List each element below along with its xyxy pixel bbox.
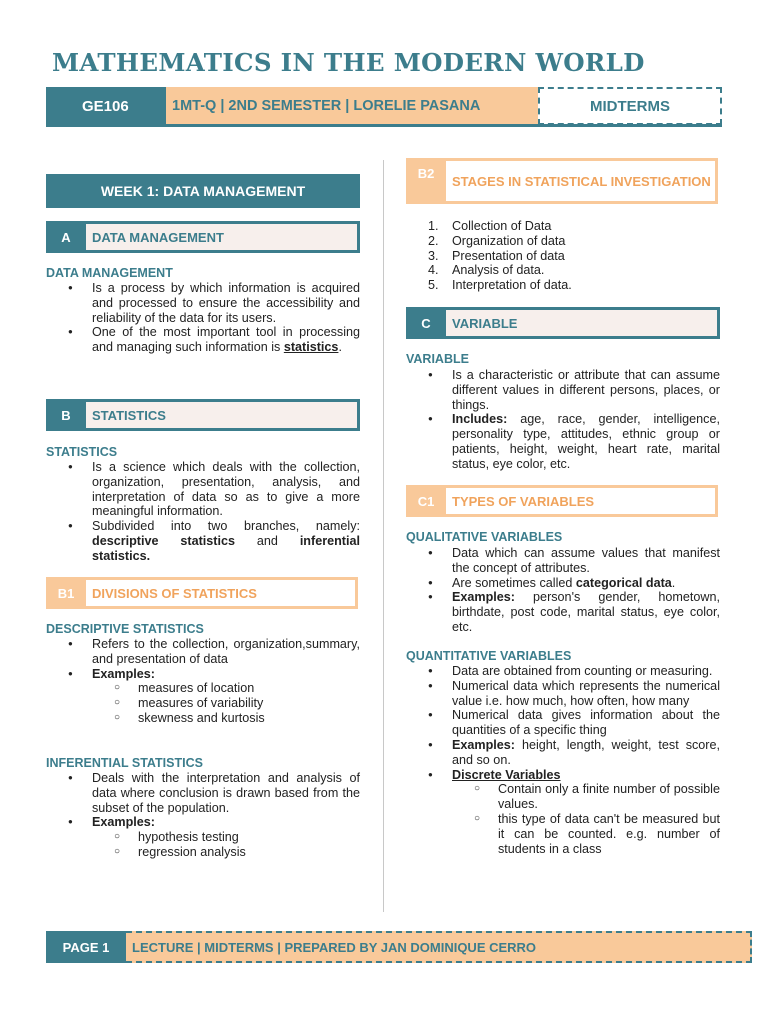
page-number: PAGE 1 bbox=[46, 931, 126, 963]
list-item: ● Refers to the collection, organization,summary, and presentation of data bbox=[46, 637, 360, 667]
section-tag: C bbox=[406, 307, 446, 339]
list-item: 1. Collection of Data bbox=[428, 219, 552, 233]
list-item: ● Data are obtained from counting or measuring. bbox=[406, 664, 720, 679]
section-c1-header bbox=[406, 485, 718, 517]
section-c-header bbox=[406, 307, 720, 339]
footer-info: LECTURE | MIDTERMS | PREPARED BY JAN DOMINIQUE CERRO bbox=[126, 931, 752, 963]
list-item: ● Subdivided into two branches, namely: descriptive statistics and inferential statistics. bbox=[46, 519, 360, 563]
section-name: STATISTICS bbox=[86, 399, 360, 431]
list-item: ● Is a characteristic or attribute that can assume different values in different persons, places, or things. bbox=[406, 368, 720, 412]
variable-heading: VARIABLE bbox=[406, 352, 469, 366]
list-item: ● Examples: bbox=[46, 667, 360, 682]
section-name: VARIABLE bbox=[446, 307, 720, 339]
list-item: ○ skewness and kurtosis bbox=[46, 711, 360, 726]
quantitative-body bbox=[406, 664, 720, 856]
list-item: ● Examples: height, length, weight, test score, and so on. bbox=[406, 738, 720, 768]
list-item: 3. Presentation of data bbox=[428, 248, 565, 263]
section-name: STAGES IN STATISTICAL INVESTIGATION bbox=[446, 158, 718, 204]
section-name: DIVISIONS OF STATISTICS bbox=[86, 577, 358, 609]
list-item: ● Numerical data gives information about the quantities of a specific thing bbox=[406, 708, 720, 738]
variable-body bbox=[406, 368, 720, 472]
week-banner: WEEK 1: DATA MANAGEMENT bbox=[46, 174, 360, 208]
statistics-body bbox=[46, 460, 360, 564]
list-item: ○ this type of data can't be measured but it can be counted. e.g. number of students in a class bbox=[406, 812, 720, 856]
list-item: ● Discrete Variables bbox=[406, 768, 720, 783]
section-a-header bbox=[46, 221, 360, 253]
qualitative-body bbox=[406, 546, 720, 635]
section-name: DATA MANAGEMENT bbox=[86, 221, 360, 253]
term-label: MIDTERMS bbox=[538, 87, 722, 125]
section-tag: B2 bbox=[406, 158, 446, 204]
descriptive-body bbox=[46, 637, 360, 726]
quantitative-heading: QUANTITATIVE VARIABLES bbox=[406, 649, 572, 663]
list-item: 5. Interpretation of data. bbox=[428, 278, 572, 293]
list-item: ● Numerical data which represents the numerical value i.e. how much, how often, how many bbox=[406, 679, 720, 709]
list-item: ● Deals with the interpretation and analysis of data where conclusion is drawn based from the subset of the population. bbox=[46, 771, 360, 815]
inferential-heading: INFERENTIAL STATISTICS bbox=[46, 756, 203, 770]
list-item: 4. Analysis of data. bbox=[428, 263, 545, 278]
list-item: ● Are sometimes called categorical data. bbox=[406, 576, 720, 591]
data-management-heading: DATA MANAGEMENT bbox=[46, 266, 173, 280]
section-name: TYPES OF VARIABLES bbox=[446, 485, 718, 517]
column-divider bbox=[383, 160, 384, 912]
section-b1-header bbox=[46, 577, 358, 609]
list-item: ● Is a science which deals with the collection, organization, presentation, analysis, and interpretation of data so as to give a more meaningful information. bbox=[46, 460, 360, 519]
descriptive-heading: DESCRIPTIVE STATISTICS bbox=[46, 622, 204, 636]
header-underline bbox=[46, 124, 722, 127]
course-code: GE106 bbox=[46, 87, 166, 125]
list-item: ● Data which can assume values that manifest the concept of attributes. bbox=[406, 546, 720, 576]
list-item: ● Is a process by which information is acquired and processed to ensure the accessibility and reliability of the data for its users. bbox=[46, 281, 360, 325]
stages-list bbox=[406, 219, 720, 293]
list-item: 2. Organization of data bbox=[428, 233, 566, 248]
section-tag: A bbox=[46, 221, 86, 253]
section-tag: B1 bbox=[46, 577, 86, 609]
list-item: ○ hypothesis testing bbox=[46, 830, 360, 845]
list-item: ● Includes: age, race, gender, intelligence, personality type, attitudes, ethnic group or patients, height, weight, heart rate, marital status, eye color, etc. bbox=[406, 412, 720, 471]
data-management-body bbox=[46, 281, 360, 355]
section-tag: B bbox=[46, 399, 86, 431]
inferential-body bbox=[46, 771, 360, 860]
list-item: ● Examples: person's gender, hometown, birthdate, post code, marital status, eye color, etc. bbox=[406, 590, 720, 634]
section-tag: C1 bbox=[406, 485, 446, 517]
section-b2-header bbox=[406, 158, 718, 204]
list-item: ○ Contain only a finite number of possible values. bbox=[406, 782, 720, 812]
section-b-header bbox=[46, 399, 360, 431]
list-item: ○ regression analysis bbox=[46, 845, 360, 860]
list-item: ○ measures of location bbox=[46, 681, 360, 696]
list-item: ● One of the most important tool in processing and managing such information is statistics. bbox=[46, 325, 360, 355]
page-title: MATHEMATICS IN THE MODERN WORLD bbox=[52, 48, 645, 77]
list-item: ○ measures of variability bbox=[46, 696, 360, 711]
list-item: ● Examples: bbox=[46, 815, 360, 830]
statistics-heading: STATISTICS bbox=[46, 445, 118, 459]
course-info: 1MT-Q | 2ND SEMESTER | LORELIE PASANA bbox=[166, 87, 538, 125]
qualitative-heading: QUALITATIVE VARIABLES bbox=[406, 530, 563, 544]
